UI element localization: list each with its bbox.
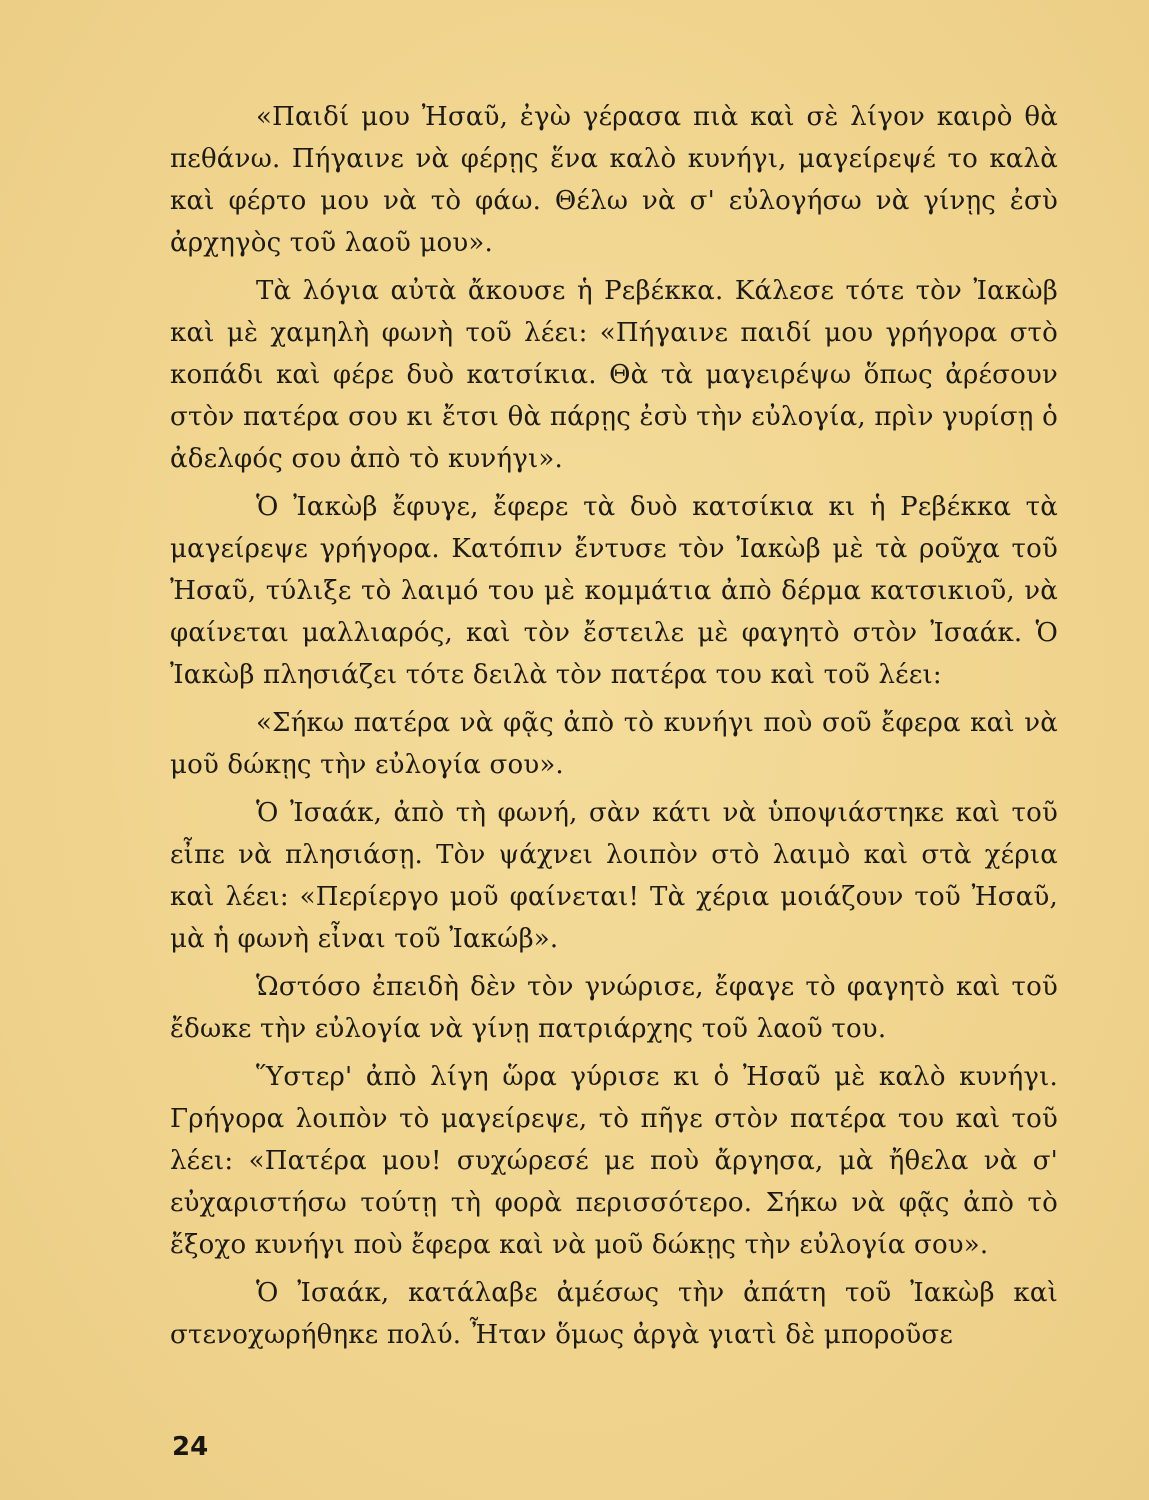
paragraph-7: Ὕστερ' ἀπὸ λίγη ὥρα γύρισε κι ὁ Ἠσαῦ μὲ καλὸ κυνήγι. Γρήγορα λοιπὸν τὸ μαγείρεψε, τὸ πῆγε στὸν πατέρα του καὶ τοῦ λέει: «Πατέρα μου! συχώρεσέ με ποὺ ἄργησα, μὰ ἤθελα νὰ σ' εὐχαριστήσω τούτῃ τὴ φορὰ περισσότερο. Σήκω νὰ φᾷς ἀπὸ τὸ ἔξοχο κυνήγι ποὺ ἔφερα καὶ νὰ μοῦ δώκῃς τὴν εὐλογία σου». bbox=[170, 1062, 1058, 1260]
paragraph-4: «Σήκω πατέρα νὰ φᾷς ἀπὸ τὸ κυνήγι ποὺ σοῦ ἔφερα καὶ νὰ μοῦ δώκῃς τὴν εὐλογία σου». bbox=[170, 708, 1058, 780]
paragraph-3: Ὁ Ἰακὼβ ἔφυγε, ἔφερε τὰ δυὸ κατσίκια κι ἡ Ρεβέκκα τὰ μαγείρεψε γρήγορα. Κατόπιν ἔντυσε τὸν Ἰακὼβ μὲ τὰ ροῦχα τοῦ Ἠσαῦ, τύλιξε τὸ λαιμό του μὲ κομμάτια ἀπὸ δέρμα κατσικιοῦ, νὰ φαίνεται μαλλιαρός, καὶ τὸν ἔστειλε μὲ φαγητὸ στὸν Ἰσαάκ. Ὁ Ἰακὼβ πλησιάζει τότε δειλὰ τὸν πατέρα του καὶ τοῦ λέει: bbox=[170, 492, 1058, 690]
paragraph-5: Ὁ Ἰσαάκ, ἀπὸ τὴ φωνή, σὰν κάτι νὰ ὑποψιάστηκε καὶ τοῦ εἶπε νὰ πλησιάσῃ. Τὸν ψάχνει λοιπὸν στὸ λαιμὸ καὶ στὰ χέρια καὶ λέει: «Περίεργο μοῦ φαίνεται! Τὰ χέρια μοιάζουν τοῦ Ἠσαῦ, μὰ ἡ φωνὴ εἶναι τοῦ Ἰακώβ». bbox=[170, 798, 1058, 954]
paragraph-6: Ὡστόσο ἐπειδὴ δὲν τὸν γνώρισε, ἔφαγε τὸ φαγητὸ καὶ τοῦ ἔδωκε τὴν εὐλογία νὰ γίνῃ πατριάρχης τοῦ λαοῦ του. bbox=[170, 972, 1058, 1044]
paragraph-8: Ὁ Ἰσαάκ, κατάλαβε ἀμέσως τὴν ἀπάτη τοῦ Ἰακὼβ καὶ στενοχωρήθηκε πολύ. Ἦταν ὅμως ἀργὰ γιατὶ δὲ μποροῦσε bbox=[170, 1278, 1058, 1350]
page-number: 24 bbox=[172, 1432, 209, 1462]
paragraph-1: «Παιδί μου Ἠσαῦ, ἐγὼ γέρασα πιὰ καὶ σὲ λίγον καιρὸ θὰ πεθάνω. Πήγαινε νὰ φέρῃς ἕνα καλὸ κυνήγι, μαγείρεψέ το καλὰ καὶ φέρτο μου νὰ τὸ φάω. Θέλω νὰ σ' εὐλογήσω νὰ γίνῃς ἐσὺ ἀρχηγὸς τοῦ λαοῦ μου». bbox=[170, 102, 1058, 258]
body-text bbox=[170, 96, 1058, 1362]
paragraph-2: Τὰ λόγια αὐτὰ ἄκουσε ἡ Ρεβέκκα. Κάλεσε τότε τὸν Ἰακὼβ καὶ μὲ χαμηλὴ φωνὴ τοῦ λέει: «Πήγαινε παιδί μου γρήγορα στὸ κοπάδι καὶ φέρε δυὸ κατσίκια. Θὰ τὰ μαγειρέψω ὅπως ἀρέσουν στὸν πατέρα σου κι ἔτσι θὰ πάρῃς ἐσὺ τὴν εὐλογία, πρὶν γυρίσῃ ὁ ἀδελφός σου ἀπὸ τὸ κυνήγι». bbox=[170, 276, 1058, 474]
